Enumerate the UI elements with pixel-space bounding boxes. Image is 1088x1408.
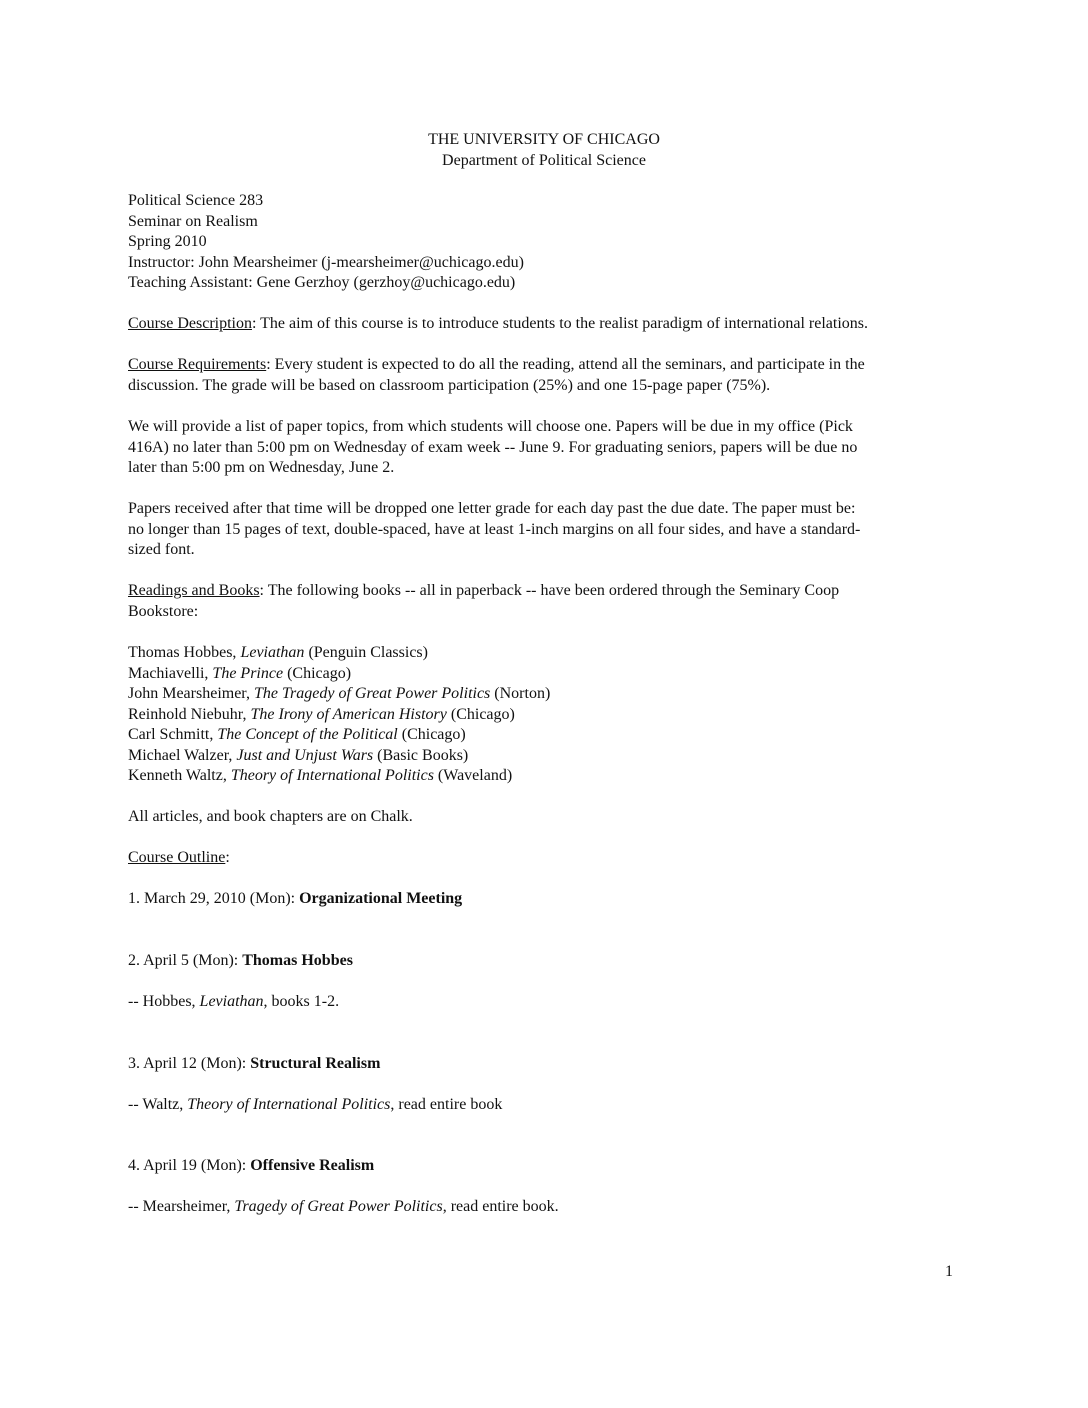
late-line-3: sized font. <box>128 541 195 558</box>
late-line-2: no longer than 15 pages of text, double-spaced, have at least 1-inch margins on all four sides, and have a standard- <box>128 520 861 538</box>
course-number: Political Science 283 <box>128 192 264 209</box>
book-title: Leviathan <box>240 644 305 661</box>
book-item: Michael Walzer, Just and Unjust Wars (Basic Books) <box>128 746 469 764</box>
readings-text-2: Bookstore: <box>128 602 199 620</box>
course-term: Spring 2010 <box>128 233 207 250</box>
book-title: The Concept of the Political <box>217 726 398 743</box>
book-item: Thomas Hobbes, Leviathan (Penguin Classics) <box>128 644 428 661</box>
session-4-reading: -- Mearsheimer, Tragedy of Great Power Politics, read entire book. <box>128 1198 559 1215</box>
session-topic: Thomas Hobbes <box>242 952 353 969</box>
book-title: The Prince <box>212 664 284 682</box>
late-line-1: Papers received after that time will be dropped one letter grade for each day past the due date. The paper must be: <box>128 500 856 517</box>
book-title: Just and Unjust Wars <box>236 746 374 764</box>
reading-title: Theory of International Politics <box>187 1096 391 1113</box>
session-2 <box>128 951 958 972</box>
session-date: 1. March 29, 2010 (Mon): <box>128 890 300 907</box>
session-4 <box>128 1156 958 1177</box>
session-3 <box>128 1054 958 1075</box>
readings-heading: Readings and Books <box>128 582 260 599</box>
requirements-text-2: discussion. The grade will be based on classroom participation (25%) and one 15-page paper (75%). <box>128 376 771 394</box>
session-topic: Organizational Meeting <box>299 890 463 907</box>
instructor-line: Instructor: John Mearsheimer (j-mearsheimer@uchicago.edu) <box>128 253 524 271</box>
topics-line-3: later than 5:00 pm on Wednesday, June 2. <box>128 459 395 476</box>
book-list <box>128 643 958 787</box>
chalk-note: All articles, and book chapters are on Chalk. <box>128 808 413 825</box>
book-title: The Irony of American History <box>250 705 447 723</box>
topics-line-2: 416A) no later than 5:00 pm on Wednesday of exam week -- June 9. For graduating seniors, papers will be due no <box>128 438 858 456</box>
session-topic: Structural Realism <box>250 1055 381 1072</box>
book-item: Carl Schmitt, The Concept of the Political (Chicago) <box>128 726 466 743</box>
course-title: Seminar on Realism <box>128 212 258 230</box>
description-text: : The aim of this course is to introduce students to the realist paradigm of international relations. <box>251 315 868 332</box>
requirements-heading: Course Requirements <box>128 356 267 373</box>
readings-text-1: : The following books -- all in paperback -- have been ordered through the Seminary Coop <box>259 582 840 599</box>
book-item: John Mearsheimer, The Tragedy of Great Power Politics (Norton) <box>128 685 551 702</box>
session-date: 3. April 12 (Mon): <box>128 1055 251 1072</box>
readings-section <box>128 581 958 622</box>
ta-line: Teaching Assistant: Gene Gerzhoy (gerzhoy@uchicago.edu) <box>128 274 516 291</box>
course-outline-heading: Course Outline: <box>128 849 230 866</box>
session-date: 2. April 5 (Mon): <box>128 952 243 969</box>
session-topic: Offensive Realism <box>250 1157 375 1174</box>
book-item: Kenneth Waltz, Theory of International Politics (Waveland) <box>128 767 513 784</box>
university-name: THE UNIVERSITY OF CHICAGO <box>428 131 660 148</box>
page-number: 1 <box>945 1263 953 1280</box>
paper-topics-paragraph <box>128 417 958 479</box>
course-requirements <box>128 355 958 396</box>
description-heading: Course Description <box>128 315 252 332</box>
reading-title: Tragedy of Great Power Politics <box>234 1198 443 1215</box>
book-item: Machiavelli, The Prince (Chicago) <box>128 664 352 682</box>
session-3-reading: -- Waltz, Theory of International Politics, read entire book <box>128 1096 503 1113</box>
book-item: Reinhold Niebuhr, The Irony of American History (Chicago) <box>128 705 515 723</box>
book-title: The Tragedy of Great Power Politics <box>254 685 491 702</box>
session-2-reading: -- Hobbes, Leviathan, books 1-2. <box>128 993 340 1010</box>
page-header <box>0 130 1088 171</box>
book-title: Theory of International Politics <box>230 767 434 784</box>
topics-line-1: We will provide a list of paper topics, from which students will choose one. Papers will be due in my office (Pick <box>128 418 853 435</box>
course-description <box>128 314 958 335</box>
reading-title: Leviathan <box>199 993 264 1010</box>
department-name: Department of Political Science <box>442 151 646 169</box>
late-paper-paragraph <box>128 499 958 561</box>
requirements-text-1: : Every student is expected to do all the reading, attend all the seminars, and participate in the <box>266 356 865 373</box>
course-info <box>128 191 958 294</box>
session-1 <box>128 889 958 910</box>
session-date: 4. April 19 (Mon): <box>128 1157 251 1174</box>
